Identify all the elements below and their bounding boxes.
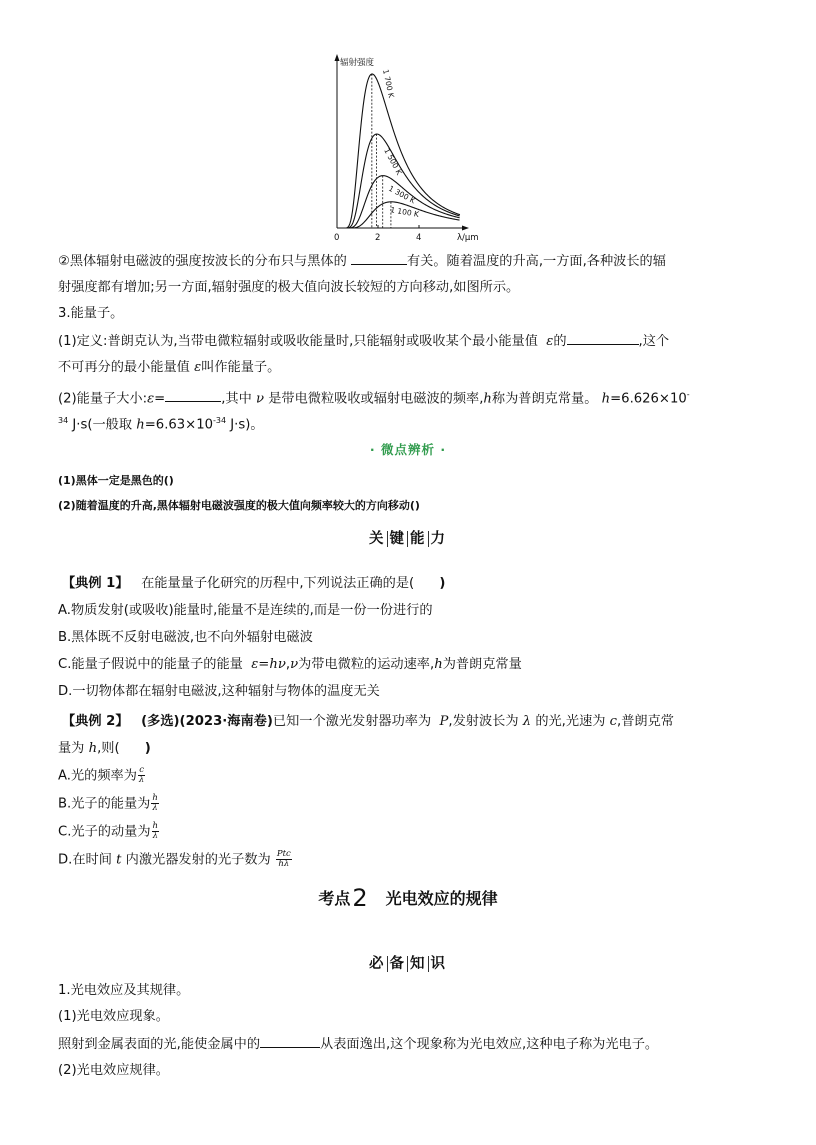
series-label: 1 100 K <box>389 205 420 219</box>
photoelectric-phenomenon-heading: (1)光电效应现象。 <box>58 1009 169 1024</box>
example-2-option-c: C.光子的动量为 $\frac{h}{\lambda}$ <box>58 821 159 841</box>
x-tick-label: 2 <box>375 233 381 243</box>
example-2-option-d: D.在时间 t 内激光器发射的光子数为 $\frac{\text{Ptc}}{h\lambda}$ <box>58 849 291 869</box>
quantum-size-line1: (2)能量子大小:ε= ,其中 ν 是带电微粒吸收或辐射电磁波的频率,h称为普朗克常量。 h=6.626×10- <box>58 390 690 407</box>
topic-2-title: 考点2 光电效应的规律 <box>318 884 498 912</box>
weidian-heading: · 微点辨析 · <box>369 442 447 457</box>
y-axis <box>335 54 340 228</box>
weidian-item-1: (1)黑体一定是黑色的() <box>58 474 174 487</box>
definition-line2: 不可再分的最小能量值 ε叫作能量子。 <box>58 360 281 375</box>
series-label: 1 500 K <box>382 146 404 177</box>
photoelectric-phenomenon-text: 照射到金属表面的光,能使金属中的 从表面逸出,这个现象称为光电效应,这种电子称为光电子。 <box>58 1037 659 1052</box>
example-2-question-line1: 【典例 2】 (多选)(2023·海南卷)已知一个激光发射器功率为 P,发射波长为 λ 的光,光速为 c,普朗克常 <box>62 714 674 729</box>
example-2-option-b: B.光子的能量为 $\frac{h}{\lambda}$ <box>58 793 158 813</box>
photoelectric-law-heading: (2)光电效应规律。 <box>58 1063 169 1078</box>
blank-3 <box>165 389 221 402</box>
series-label: 1 700 K <box>381 68 396 99</box>
x-axis-label: λ/μm <box>457 233 479 243</box>
para-blackbody-line2: 射强度都有增加;另一方面,辐射强度的极大值向波长较短的方向移动,如图所示。 <box>58 280 520 295</box>
series-label: 1 300 K <box>387 183 417 206</box>
x-axis <box>337 226 469 231</box>
section-energy-quantum: 3.能量子。 <box>58 306 124 321</box>
definition-line1: (1)定义:普朗克认为,当带电微粒辐射或吸收能量时,只能辐射或吸收某个最小能量值 ε的 ,这个 <box>58 334 670 349</box>
example-2-question-line2: 量为 h,则( ) <box>58 741 151 756</box>
example-1-option-c: C.能量子假说中的能量子的能量 ε=hν,ν为带电微粒的运动速率,h为普朗克常量 <box>58 657 522 672</box>
example-1-option-d: D.一切物体都在辐射电磁波,这种辐射与物体的温度无关 <box>58 684 380 699</box>
blackbody-radiation-chart <box>325 50 479 250</box>
example-2-option-a: A.光的频率为 $\frac{c}{\lambda}$ <box>58 765 145 785</box>
heading-key-ability: 关 键 能 力 <box>369 531 447 547</box>
example-1-option-b: B.黑体既不反射电磁波,也不向外辐射电磁波 <box>58 630 313 645</box>
quantum-size-line2: $^{34}$ J·s(一般取 $h=6.63\times 10^{-34}$ J·s)。 <box>58 416 264 433</box>
blank-1 <box>351 252 407 265</box>
heading-essential-knowledge: 必 备 知 识 <box>369 956 447 972</box>
section-photoelectric: 1.光电效应及其规律。 <box>58 983 190 998</box>
example-1-question: 【典例 1】 在能量量子化研究的历程中,下列说法正确的是( ) <box>62 576 446 591</box>
weidian-item-2: (2)随着温度的升高,黑体辐射电磁波强度的极大值向频率较大的方向移动() <box>58 499 420 512</box>
para-blackbody-line1: ②黑体辐射电磁波的强度按波长的分布只与黑体的 有关。随着温度的升高,一方面,各种波长的辐 <box>58 254 666 269</box>
y-axis-label: 辐射强度 <box>340 58 375 68</box>
blank-4 <box>260 1035 320 1048</box>
x-tick-label: 0 <box>334 233 340 243</box>
example-1-option-a: A.物质发射(或吸收)能量时,能量不是连续的,而是一份一份进行的 <box>58 603 433 618</box>
blank-2 <box>567 332 639 345</box>
x-tick-label: 4 <box>416 233 422 243</box>
